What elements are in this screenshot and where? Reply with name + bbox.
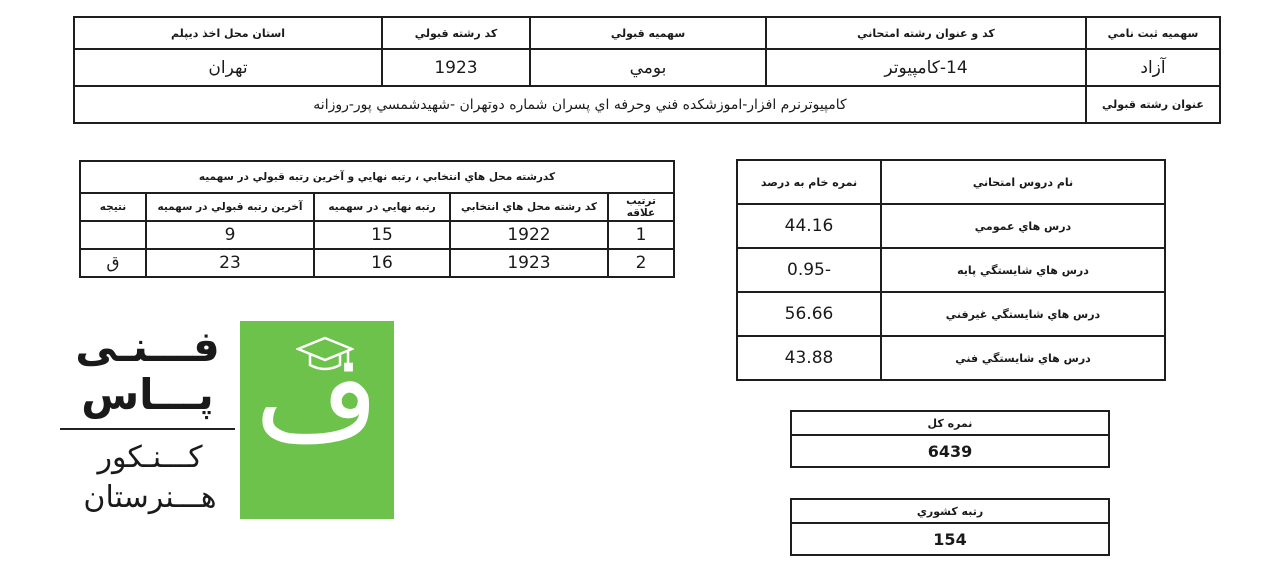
brand-word-fanni: فـــنـی [75, 322, 220, 371]
accepted-code-value: 1923 [382, 49, 530, 86]
course-cell: درس هاي شايستگي غيرفني [881, 292, 1165, 336]
brand-word-konkur: کـــنـکور [97, 440, 203, 475]
diploma-province-header: استان محل اخذ ديپلم [74, 17, 382, 49]
final-rank-cell: 15 [314, 221, 450, 249]
code-cell: 1923 [450, 249, 608, 277]
exam-field-value: 14-كامپيوتر [766, 49, 1086, 86]
registration-quota-header: سهميه ثبت نامي [1086, 17, 1220, 49]
last-rank-cell: 23 [146, 249, 314, 277]
brand-word-pas: پـــاس [81, 370, 214, 419]
brand-word-honarestan: هـــنرستان [83, 480, 217, 515]
accepted-title-label: عنوان رشته قبولي [1086, 86, 1220, 123]
accepted-quota-value: بومي [530, 49, 766, 86]
preference-header: ترتيب علاقه [608, 193, 674, 221]
code-cell: 1922 [450, 221, 608, 249]
choices-table-title: كدرشته محل هاي انتخابي ، رتبه نهايي و آخرين رتبه قبولي در سهميه [80, 161, 674, 193]
table-row [80, 221, 674, 249]
diploma-province-value: تهران [74, 49, 382, 86]
result-cell [80, 221, 146, 249]
course-cell: درس هاي شايستگي پايه [881, 248, 1165, 292]
logo-badge [240, 321, 394, 519]
total-score-value: 6439 [791, 435, 1109, 467]
final-rank-cell: 16 [314, 249, 450, 277]
brand-divider [60, 428, 235, 430]
total-score-label: نمره كل [791, 411, 1109, 435]
result-header: نتيجه [80, 193, 146, 221]
course-header: نام دروس امتحاني [881, 160, 1165, 204]
result-cell: ق [80, 249, 146, 277]
code-header: كد رشته محل هاي انتخابي [450, 193, 608, 221]
table-row [80, 249, 674, 277]
percent-cell: 44.16 [737, 204, 881, 248]
course-cell: درس هاي شايستگي فني [881, 336, 1165, 380]
table-row [737, 336, 1165, 380]
exam-field-header: كد و عنوان رشته امتحاني [766, 17, 1086, 49]
preference-cell: 1 [608, 221, 674, 249]
last-rank-cell: 9 [146, 221, 314, 249]
total-score-box [790, 410, 1110, 468]
national-rank-box [790, 498, 1110, 556]
final-rank-header: رتبه نهايي در سهميه [314, 193, 450, 221]
accepted-title-value: كامپيوترنرم افزار-اموزشكده فني وحرفه اي پسران شماره دوتهران -شهيدشمسي پور-روزانه [74, 86, 1086, 123]
registration-table [73, 16, 1221, 124]
choices-table [79, 160, 675, 278]
last-rank-header: آخرين رتبه قبولي در سهميه [146, 193, 314, 221]
accepted-code-header: كد رشته قبولي [382, 17, 530, 49]
accepted-quota-header: سهميه قبولي [530, 17, 766, 49]
national-rank-value: 154 [791, 523, 1109, 555]
percent-header: نمره خام به درصد [737, 160, 881, 204]
logo-letter: ف [254, 329, 380, 468]
registration-quota-value: آزاد [1086, 49, 1220, 86]
scores-table [736, 159, 1166, 381]
percent-cell: 56.66 [737, 292, 881, 336]
table-row [737, 248, 1165, 292]
table-row [737, 292, 1165, 336]
preference-cell: 2 [608, 249, 674, 277]
percent-cell: -0.95 [737, 248, 881, 292]
table-row [737, 204, 1165, 248]
percent-cell: 43.88 [737, 336, 881, 380]
national-rank-label: رتبه كشوري [791, 499, 1109, 523]
course-cell: درس هاي عمومي [881, 204, 1165, 248]
